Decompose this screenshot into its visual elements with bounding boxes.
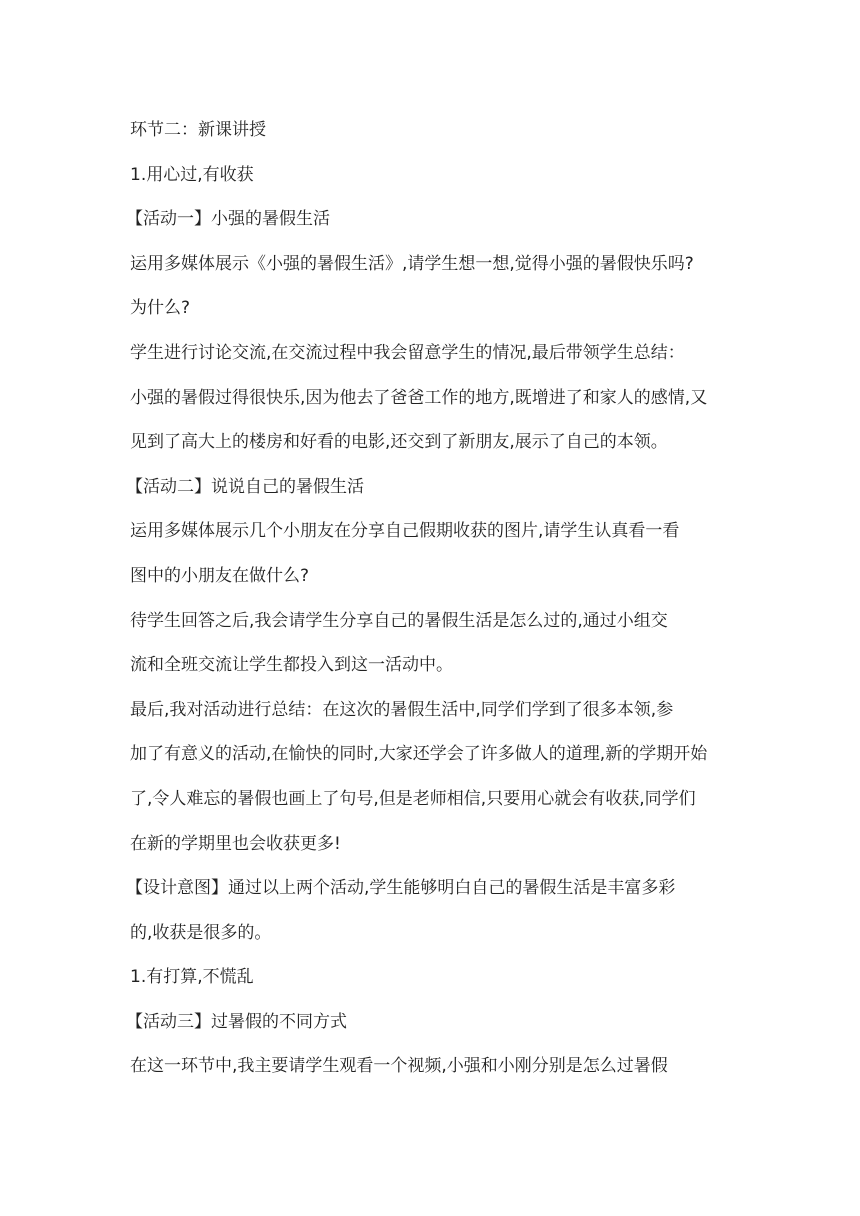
paragraph-line: 为什么? xyxy=(130,298,191,319)
paragraph-line: 运用多媒体展示几个小朋友在分享自己假期收获的图片,请学生认真看一看 xyxy=(130,521,680,542)
paragraph-line: 学生进行讨论交流,在交流过程中我会留意学生的情况,最后带领学生总结： xyxy=(130,342,685,363)
design-intent-heading: 【设计意图】通过以上两个活动,学生能够明白自己的暑假生活是丰富多彩 xyxy=(126,878,676,899)
paragraph-line: 在新的学期里也会收获更多! xyxy=(130,833,341,854)
paragraph-line: 了,令人难忘的暑假也画上了句号,但是老师相信,只要用心就会有收获,同学们 xyxy=(130,788,696,809)
paragraph-line: 图中的小朋友在做什么? xyxy=(130,565,310,586)
paragraph-line: 小强的暑假过得很快乐,因为他去了爸爸工作的地方,既增进了和家人的感情,又 xyxy=(130,387,708,408)
subsection-heading: 1.有打算,不慌乱 xyxy=(130,967,254,988)
section-heading: 环节二：新课讲授 xyxy=(130,120,266,140)
paragraph-line: 流和全班交流让学生都投入到这一活动中。 xyxy=(130,655,453,676)
paragraph-line: 待学生回答之后,我会请学生分享自己的暑假生活是怎么过的,通过小组交 xyxy=(130,610,668,631)
paragraph-line: 见到了高大上的楼房和好看的电影,还交到了新朋友,展示了自己的本领。 xyxy=(130,432,668,453)
activity-heading: 【活动三】过暑假的不同方式 xyxy=(126,1011,347,1032)
subsection-heading: 1.用心过,有收获 xyxy=(130,164,254,185)
document-body xyxy=(126,108,730,1089)
paragraph-line: 在这一环节中,我主要请学生观看一个视频,小强和小刚分别是怎么过暑假 xyxy=(130,1056,668,1077)
paragraph-line: 最后,我对活动进行总结：在这次的暑假生活中,同学们学到了很多本领,参 xyxy=(130,699,674,720)
paragraph-line: 的,收获是很多的。 xyxy=(130,922,272,943)
paragraph-line: 加了有意义的活动,在愉快的同时,大家还学会了许多做人的道理,新的学期开始 xyxy=(130,744,708,765)
activity-heading: 【活动一】小强的暑假生活 xyxy=(126,209,330,230)
activity-heading: 【活动二】说说自己的暑假生活 xyxy=(126,476,364,497)
paragraph-line: 运用多媒体展示《小强的暑假生活》,请学生想一想,觉得小强的暑假快乐吗? xyxy=(130,253,694,274)
